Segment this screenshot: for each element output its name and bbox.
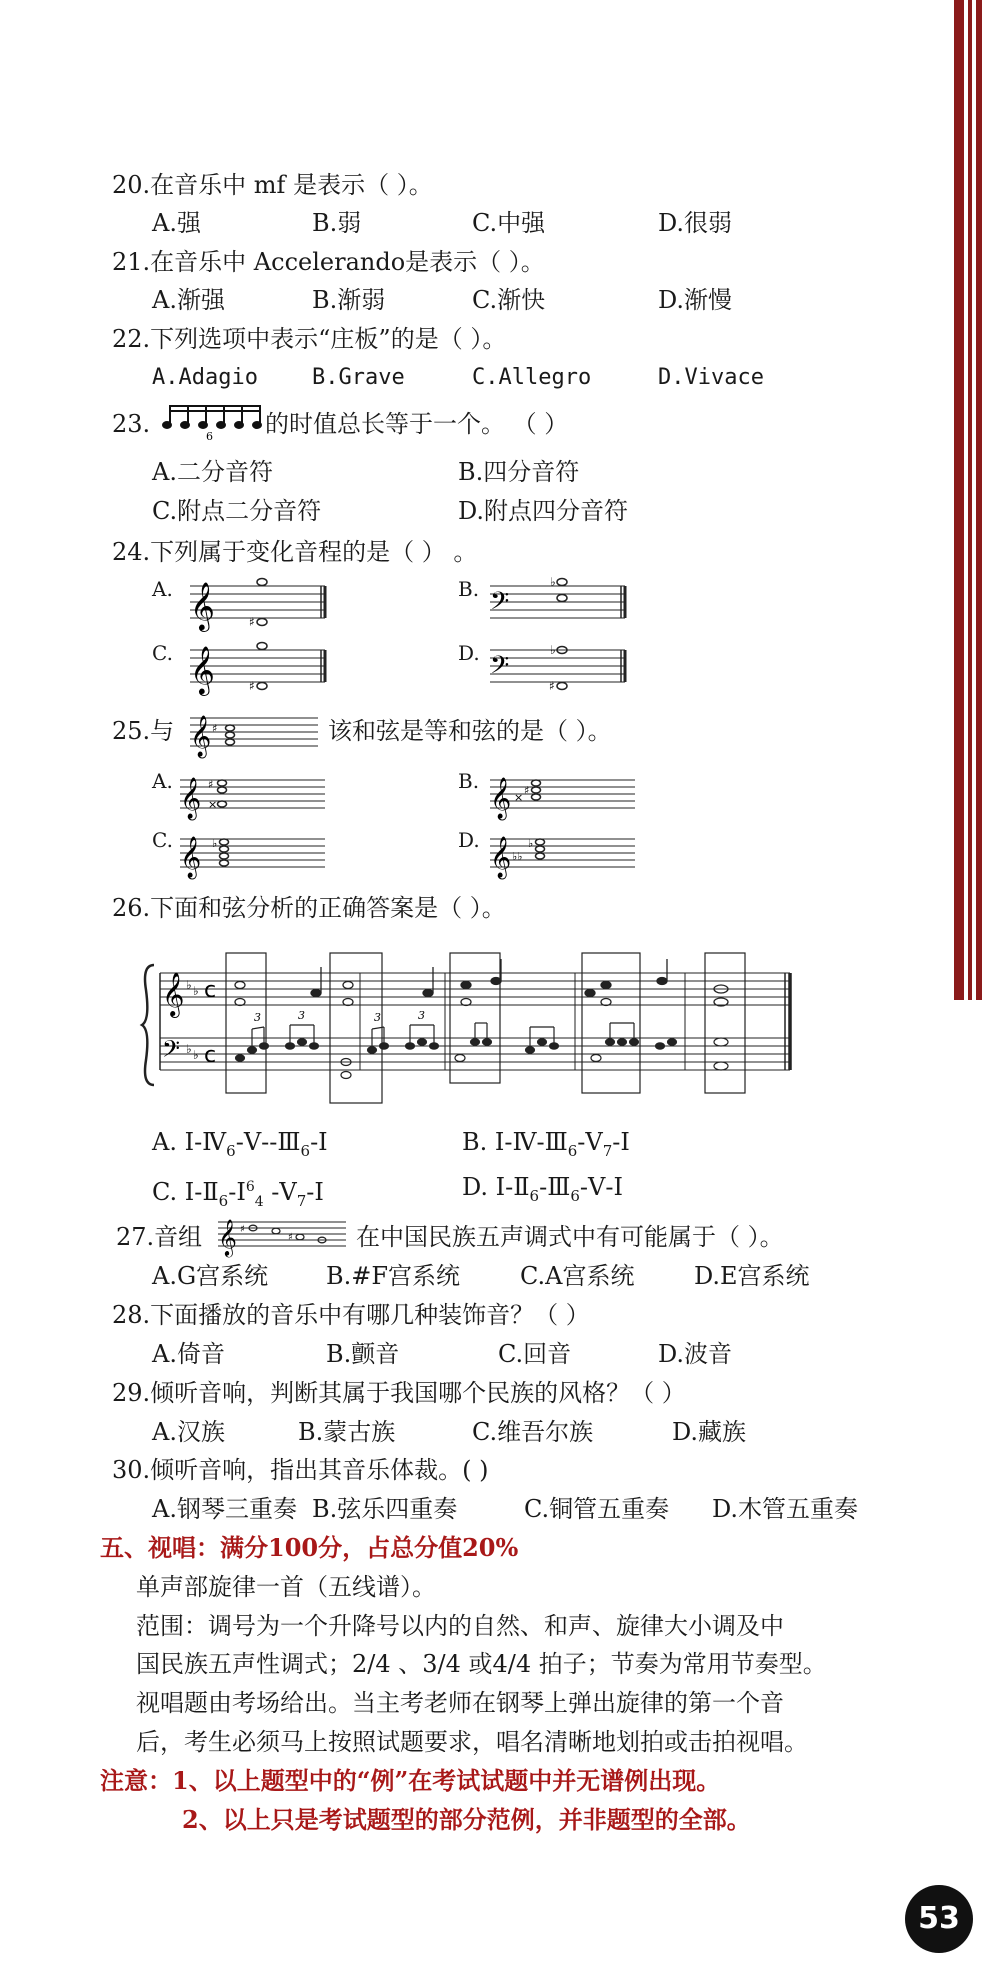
staff-24d bbox=[490, 640, 630, 696]
svg-text:𝄞: 𝄞 bbox=[180, 837, 202, 878]
svg-text:♭: ♭ bbox=[528, 837, 534, 850]
q28-option-b: B.颤音 bbox=[326, 1340, 400, 1368]
triplet-mark: 3 bbox=[298, 1009, 305, 1022]
svg-text:♯: ♯ bbox=[212, 722, 218, 735]
svg-text:𝄢: 𝄢 bbox=[162, 1035, 181, 1068]
svg-text:𝄢: 𝄢 bbox=[490, 587, 510, 622]
q28-option-d: D.波音 bbox=[658, 1340, 733, 1368]
svg-text:♭: ♭ bbox=[193, 984, 199, 998]
svg-text:𝄞: 𝄞 bbox=[490, 778, 512, 819]
q21-option-b: B.渐弱 bbox=[312, 286, 386, 314]
svg-text:♯: ♯ bbox=[249, 679, 255, 693]
svg-text:♯: ♯ bbox=[549, 679, 555, 693]
q20-option-a: A.强 bbox=[152, 209, 201, 237]
q27-option-b: B.#F宫系统 bbox=[326, 1262, 461, 1290]
q24-label-b: B. bbox=[458, 577, 480, 601]
question-23-stem: 的时值总长等于一个。 （ ） bbox=[265, 410, 569, 438]
question-26-stem: 26.下面和弦分析的正确答案是（ ）。 bbox=[112, 894, 506, 922]
time-signature-treble: c bbox=[204, 978, 217, 1003]
staff-25a bbox=[180, 772, 330, 818]
right-edge-bar bbox=[954, 0, 964, 1000]
time-signature-bass: c bbox=[204, 1043, 217, 1068]
grand-staff-26 bbox=[140, 945, 800, 1105]
q29-option-c: C.维吾尔族 bbox=[472, 1418, 594, 1446]
question-22-stem: 22.下列选项中表示“庄板”的是（ ）。 bbox=[112, 325, 507, 353]
svg-text:♭: ♭ bbox=[550, 643, 556, 657]
q26-option-b: B. $Ⅰ-Ⅳ-Ⅲ_6-Ⅴ_7-Ⅰ$ bbox=[462, 1128, 630, 1160]
q26-option-a: A. $Ⅰ-Ⅳ_6-Ⅴ--Ⅲ_6-Ⅰ$ bbox=[152, 1128, 328, 1160]
q22-option-d: D.Vivace bbox=[658, 365, 764, 390]
q22-option-a: A.Adagio bbox=[152, 365, 258, 390]
q29-option-a: A.汉族 bbox=[152, 1418, 225, 1446]
sextuplet-sixteenths-figure bbox=[165, 402, 265, 442]
question-21-stem: 21.在音乐中 Accelerando是表示（ ）。 bbox=[112, 248, 545, 276]
question-29-stem: 29.倾听音响，判断其属于我国哪个民族的风格？（ ） bbox=[112, 1379, 686, 1407]
q20-option-d: D.很弱 bbox=[658, 209, 733, 237]
q24-label-c: C. bbox=[152, 641, 173, 665]
q21-option-d: D.渐慢 bbox=[658, 286, 733, 314]
note-line-1: 注意：1、以上题型中的“例”在考试试题中并无谱例出现。 bbox=[100, 1766, 721, 1795]
q25-label-c: C. bbox=[152, 828, 173, 852]
svg-text:𝄞: 𝄞 bbox=[190, 716, 212, 757]
staff-25-reference bbox=[190, 710, 320, 756]
staff-25c bbox=[180, 831, 330, 877]
svg-text:♭: ♭ bbox=[186, 1042, 192, 1056]
q28-option-c: C.回音 bbox=[498, 1340, 572, 1368]
svg-text:♯: ♯ bbox=[249, 615, 255, 629]
question-24-stem: 24.下列属于变化音程的是（ ） 。 bbox=[112, 538, 478, 566]
svg-text:𝄞: 𝄞 bbox=[190, 645, 215, 694]
q24-label-a: A. bbox=[152, 577, 173, 601]
q29-option-b: B.蒙古族 bbox=[298, 1418, 396, 1446]
staff-27 bbox=[218, 1214, 348, 1256]
q30-option-c: C.铜管五重奏 bbox=[524, 1495, 670, 1523]
q24-label-d: D. bbox=[458, 641, 480, 665]
q27-option-c: C.A宫系统 bbox=[520, 1262, 635, 1290]
staff-25b bbox=[490, 772, 640, 818]
q28-option-a: A.倚音 bbox=[152, 1340, 225, 1368]
section-5-line: 后，考生必须马上按照试题要求，唱名清晰地划拍或击拍视唱。 bbox=[136, 1728, 808, 1756]
svg-text:𝄞: 𝄞 bbox=[162, 972, 185, 1016]
svg-text:♯: ♯ bbox=[240, 1224, 245, 1235]
q26-option-c: C. $Ⅰ-Ⅱ_6-Ⅰ^6_4$ $-Ⅴ_7-Ⅰ$ bbox=[152, 1178, 324, 1210]
question-27-prefix: 27.音组 bbox=[116, 1223, 203, 1251]
question-27-stem: 在中国民族五声调式中有可能属于（ ）。 bbox=[356, 1223, 784, 1251]
q25-label-a: A. bbox=[152, 769, 173, 793]
q29-option-d: D.藏族 bbox=[672, 1418, 747, 1446]
triplet-mark: 3 bbox=[254, 1011, 261, 1024]
q21-option-a: A.渐强 bbox=[152, 286, 225, 314]
triplet-mark: 3 bbox=[418, 1009, 425, 1022]
section-5-line: 国民族五声性调式；2/4 、3/4 或4/4 拍子；节奏为常用节奏型。 bbox=[136, 1650, 827, 1678]
q27-option-d: D.E宫系统 bbox=[694, 1262, 810, 1290]
staff-24c bbox=[190, 640, 330, 696]
svg-text:♭: ♭ bbox=[550, 575, 556, 589]
svg-text:𝄞: 𝄞 bbox=[490, 837, 512, 878]
q26-option-d: D. $Ⅰ-Ⅱ_6-Ⅲ_6-Ⅴ-Ⅰ$ bbox=[462, 1173, 623, 1205]
svg-text:♯: ♯ bbox=[288, 1232, 293, 1243]
svg-text:𝄞: 𝄞 bbox=[218, 1218, 237, 1256]
question-20-stem: 20.在音乐中 mf 是表示（ ）。 bbox=[112, 171, 433, 199]
q23-option-b: B.四分音符 bbox=[458, 458, 580, 486]
q25-label-d: D. bbox=[458, 828, 480, 852]
q21-option-c: C.渐快 bbox=[472, 286, 546, 314]
note-line-2: 2、以上只是考试题型的部分范例，并非题型的全部。 bbox=[182, 1805, 751, 1834]
svg-text:𝄢: 𝄢 bbox=[490, 651, 510, 686]
right-edge-bar bbox=[968, 0, 972, 1000]
page-number-badge: 53 bbox=[905, 1885, 973, 1953]
q30-option-d: D.木管五重奏 bbox=[712, 1495, 859, 1523]
section-5-line: 单声部旋律一首（五线谱）。 bbox=[136, 1573, 436, 1601]
svg-text:♭: ♭ bbox=[212, 837, 218, 850]
q30-option-b: B.弦乐四重奏 bbox=[312, 1495, 458, 1523]
triplet-mark: 3 bbox=[374, 1011, 381, 1024]
q30-option-a: A.钢琴三重奏 bbox=[152, 1495, 297, 1523]
svg-text:𝄞: 𝄞 bbox=[180, 778, 202, 819]
svg-text:♭: ♭ bbox=[193, 1048, 199, 1062]
section-5-heading: 五、视唱：满分100分，占总分值20% bbox=[100, 1533, 519, 1562]
section-5-line: 视唱题由考场给出。当主考老师在钢琴上弹出旋律的第一个音 bbox=[136, 1689, 784, 1717]
q23-option-c: C.附点二分音符 bbox=[152, 497, 322, 525]
right-edge-bar bbox=[976, 0, 982, 1000]
question-30-stem: 30.倾听音响，指出其音乐体裁。( ) bbox=[112, 1456, 489, 1484]
svg-text:♭♭: ♭♭ bbox=[512, 850, 523, 863]
q23-option-d: D.附点四分音符 bbox=[458, 497, 629, 525]
q25-label-b: B. bbox=[458, 769, 480, 793]
q20-option-b: B.弱 bbox=[312, 209, 362, 237]
svg-text:♭: ♭ bbox=[186, 978, 192, 992]
staff-24b bbox=[490, 576, 630, 632]
q22-option-b: B.Grave bbox=[312, 365, 405, 390]
question-25-stem: 该和弦是等和弦的是（ ）。 bbox=[328, 717, 612, 745]
svg-text:×: × bbox=[514, 791, 524, 804]
staff-25d bbox=[490, 831, 640, 877]
section-5-line: 范围：调号为一个升降号以内的自然、和声、旋律大小调及中 bbox=[136, 1612, 784, 1640]
q22-option-c: C.Allegro bbox=[472, 365, 592, 390]
staff-24a bbox=[190, 576, 330, 632]
q20-option-c: C.中强 bbox=[472, 209, 546, 237]
q27-option-a: A.G宫系统 bbox=[152, 1262, 269, 1290]
tuplet-number: 6 bbox=[206, 430, 213, 443]
svg-text:×: × bbox=[208, 798, 218, 811]
svg-text:♯: ♯ bbox=[524, 784, 530, 797]
q23-option-a: A.二分音符 bbox=[152, 458, 273, 486]
question-28-stem: 28.下面播放的音乐中有哪几种装饰音？（ ） bbox=[112, 1301, 590, 1329]
question-23-number: 23. bbox=[112, 410, 151, 438]
svg-text:♯: ♯ bbox=[208, 778, 214, 791]
svg-text:𝄞: 𝄞 bbox=[190, 581, 215, 630]
question-25-prefix: 25.与 bbox=[112, 717, 175, 745]
